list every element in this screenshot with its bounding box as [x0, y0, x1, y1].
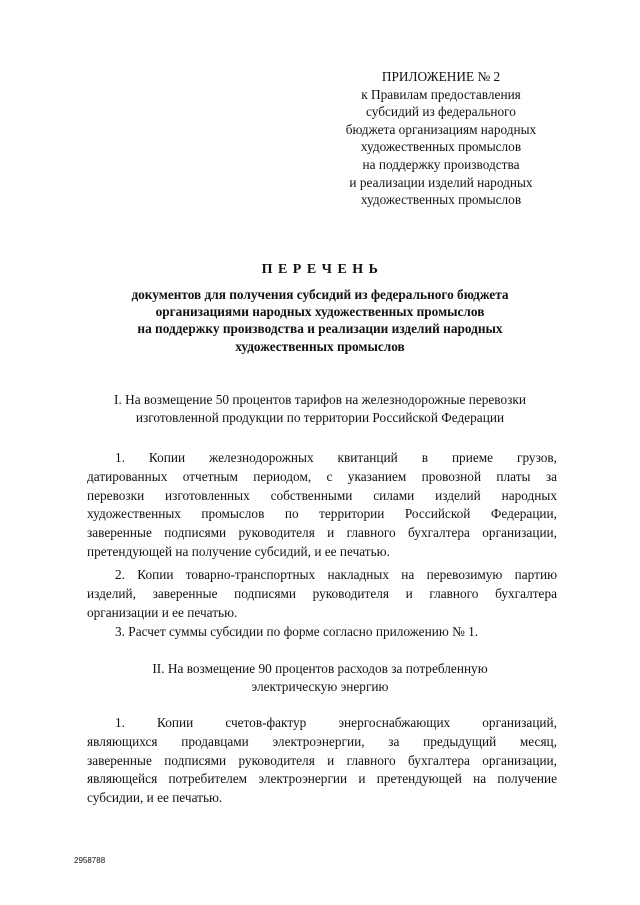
subtitle-line: художественных промыслов	[235, 338, 405, 354]
paragraph-line: художественных промыслов по территории Российской Федерации,	[87, 506, 557, 522]
document-title: ПЕРЕЧЕНЬ	[261, 262, 384, 277]
paragraph-line: субсидии, и ее печатью.	[87, 790, 223, 806]
paragraph-line: перевозки изготовленных собственными силами изделий народных	[87, 487, 557, 503]
subtitle-line: документов для получения субсидий из федерального бюджета	[131, 287, 509, 302]
section-2-item-1	[87, 714, 557, 808]
paragraph-line: 1. Копии железнодорожных квитанций в приеме грузов,	[115, 450, 557, 465]
document-subtitle	[80, 286, 560, 355]
appendix-line: на поддержку производства	[362, 156, 520, 172]
paragraph-line: организации и ее печатью.	[87, 604, 238, 620]
paragraph-line: претендующей на получение субсидий, и ее печатью.	[87, 543, 390, 559]
section-1-item-2	[87, 566, 557, 622]
appendix-line: ПРИЛОЖЕНИЕ № 2	[381, 69, 501, 84]
appendix-line: к Правилам предоставления	[361, 86, 521, 102]
appendix-line: бюджета организациям народных	[345, 121, 537, 137]
paragraph-line: 2. Копии товарно-транспортных накладных на перевозимую партию	[115, 567, 557, 582]
paragraph-line: изделий, заверенные подписями руководителя и главного бухгалтера	[87, 585, 557, 601]
paragraph-line: заверенные подписями руководителя и главного бухгалтера организации,	[87, 752, 557, 768]
paragraph-line: 3. Расчет суммы субсидии по форме согласно приложению № 1.	[115, 624, 479, 639]
subtitle-line: на поддержку производства и реализации изделий народных	[137, 321, 503, 337]
appendix-line: и реализации изделий народных	[349, 174, 533, 190]
section-heading-line: электрическую энергию	[251, 679, 389, 694]
section-2-heading	[60, 660, 580, 696]
section-1-item-1	[87, 449, 557, 562]
section-heading-line: I. На возмещение 50 процентов тарифов на железнодорожные перевозки	[114, 392, 526, 407]
section-heading-line: II. На возмещение 90 процентов расходов за потребленную	[152, 661, 488, 676]
appendix-line: субсидий из федерального	[366, 104, 516, 120]
section-heading-line: изготовленной продукции по территории Российской Федерации	[135, 410, 505, 425]
section-1-heading	[60, 391, 580, 427]
paragraph-line: являющихся продавцами электроэнергии, за предыдущий месяц,	[87, 733, 557, 749]
section-1-item-3	[87, 623, 557, 642]
paragraph-line: 1. Копии счетов-фактур энергоснабжающих организаций,	[115, 715, 557, 730]
paragraph-line: являющейся потребителем электроэнергии и претендующей на получение	[87, 771, 557, 787]
appendix-line: художественных промыслов	[360, 139, 522, 155]
paragraph-line: заверенные подписями руководителя и главного бухгалтера организации,	[87, 525, 557, 541]
appendix-header	[325, 68, 557, 209]
subtitle-line: организациями народных художественных промыслов	[155, 304, 485, 320]
document-number: 2958788	[74, 856, 106, 865]
paragraph-line: датированных отчетным периодом, с указанием провозной платы за	[87, 468, 557, 484]
appendix-line: художественных промыслов	[360, 192, 522, 208]
